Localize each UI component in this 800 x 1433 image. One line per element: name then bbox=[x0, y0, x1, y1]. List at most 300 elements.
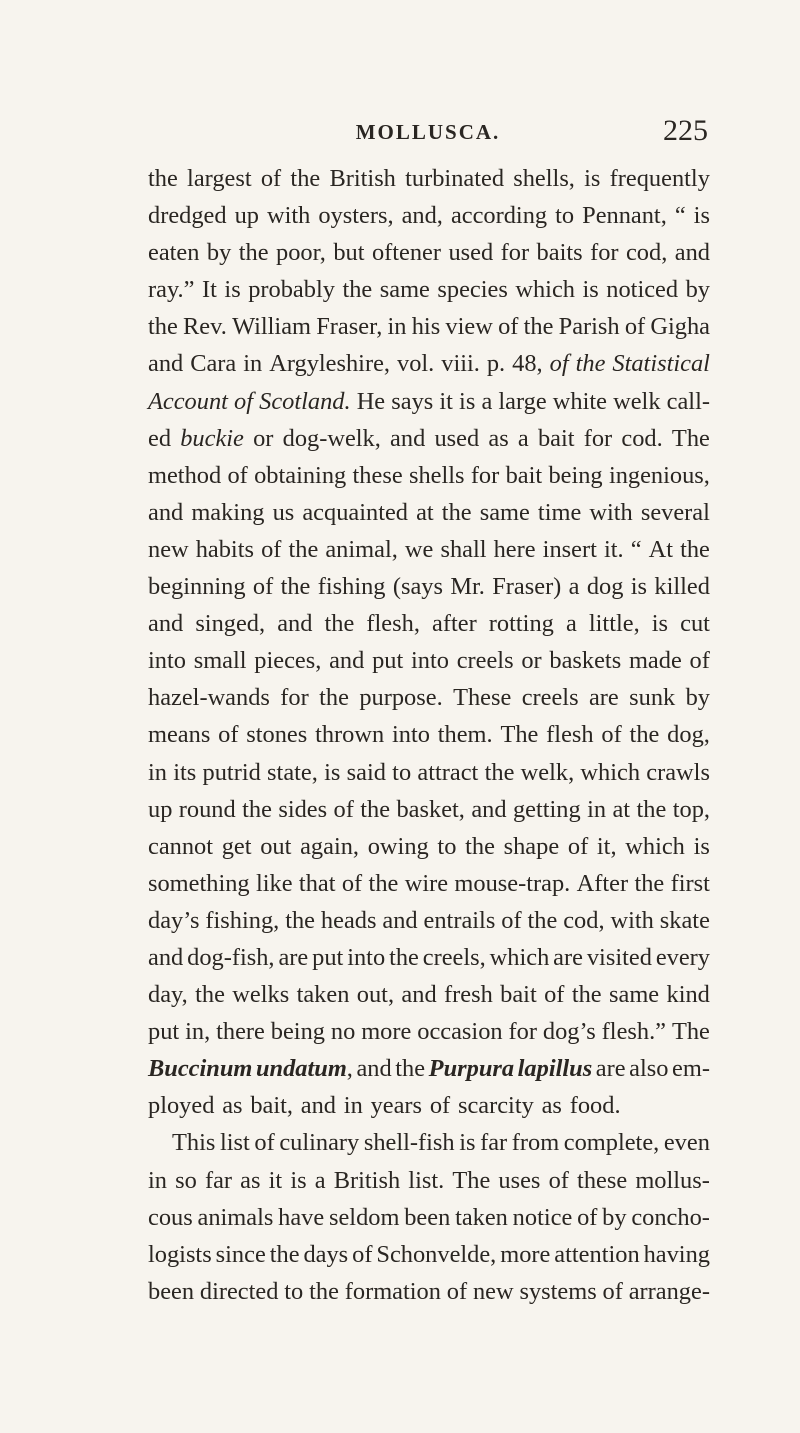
word: the bbox=[195, 981, 225, 1009]
word: in bbox=[243, 350, 263, 378]
text-line bbox=[148, 865, 710, 902]
word: dog bbox=[586, 573, 624, 601]
word: out, bbox=[356, 981, 395, 1009]
word: us bbox=[272, 498, 295, 526]
word: of bbox=[333, 795, 354, 823]
word: method bbox=[148, 461, 222, 489]
text-line bbox=[148, 679, 710, 716]
word: same bbox=[479, 498, 530, 526]
word: the bbox=[629, 721, 660, 749]
word: been bbox=[148, 1277, 195, 1305]
word: acquainted bbox=[302, 498, 408, 526]
word: the bbox=[148, 165, 178, 192]
word: the bbox=[269, 1240, 300, 1268]
word: mouse-trap. bbox=[454, 869, 571, 897]
word: since bbox=[215, 1240, 266, 1268]
word: here bbox=[493, 535, 536, 563]
word: the bbox=[484, 758, 515, 786]
word: creels bbox=[521, 684, 579, 712]
word: which bbox=[580, 758, 641, 786]
word: largest bbox=[187, 165, 252, 192]
word: the bbox=[368, 869, 399, 897]
word: list bbox=[219, 1129, 250, 1157]
word: logists bbox=[148, 1240, 212, 1268]
word: are bbox=[278, 943, 309, 971]
word: is bbox=[582, 276, 599, 304]
word: is bbox=[630, 573, 648, 601]
text-line bbox=[148, 828, 710, 865]
word: viii. bbox=[441, 350, 480, 378]
word: Gigha bbox=[650, 313, 710, 341]
word: as bbox=[488, 424, 509, 452]
text-line bbox=[148, 976, 710, 1013]
word: probably bbox=[248, 276, 335, 304]
word: These bbox=[453, 684, 512, 712]
word: obtaining bbox=[254, 461, 347, 489]
word: which bbox=[489, 943, 550, 971]
word: put bbox=[148, 1018, 180, 1046]
word: from bbox=[511, 1129, 560, 1157]
word: of bbox=[252, 573, 274, 601]
text-line bbox=[148, 568, 710, 605]
word: Account bbox=[148, 387, 228, 415]
word: the bbox=[571, 981, 602, 1009]
word: the bbox=[680, 535, 710, 563]
word: is bbox=[651, 610, 669, 638]
word: new bbox=[148, 535, 189, 563]
word: used bbox=[448, 239, 494, 267]
word: cut bbox=[680, 610, 710, 638]
word: and bbox=[300, 1092, 336, 1120]
word: is bbox=[693, 202, 710, 230]
word: entrails bbox=[423, 906, 496, 934]
word: Cara bbox=[190, 350, 237, 378]
word: the bbox=[309, 1277, 339, 1305]
word: heads bbox=[320, 906, 377, 934]
word: the bbox=[636, 795, 667, 823]
word: and bbox=[277, 610, 313, 638]
text-line bbox=[148, 642, 710, 679]
word: and bbox=[329, 647, 365, 675]
word: buckie bbox=[180, 424, 244, 452]
word: white bbox=[552, 387, 607, 415]
word: p. bbox=[486, 350, 506, 378]
word: systems bbox=[519, 1277, 597, 1305]
text-line bbox=[148, 197, 710, 234]
word: frequently bbox=[609, 165, 710, 192]
word: After bbox=[576, 869, 629, 897]
text-line bbox=[148, 1199, 710, 1236]
text-line bbox=[148, 271, 710, 308]
word: baskets bbox=[549, 647, 622, 675]
word: the bbox=[575, 350, 606, 378]
word: “ bbox=[674, 202, 686, 230]
word: of bbox=[446, 1277, 468, 1305]
word: it. bbox=[603, 535, 624, 563]
text-line bbox=[148, 939, 710, 976]
word: dredged bbox=[148, 202, 227, 230]
word: the bbox=[280, 573, 311, 601]
word: the bbox=[523, 313, 554, 341]
word: for bbox=[500, 239, 530, 267]
word: the bbox=[238, 239, 269, 267]
word: making bbox=[191, 498, 265, 526]
word: Schonvelde, bbox=[376, 1240, 497, 1268]
word: (says bbox=[392, 573, 443, 601]
word: ployed bbox=[148, 1092, 215, 1120]
word: at bbox=[612, 795, 631, 823]
word: visited bbox=[586, 943, 652, 971]
word: vol. bbox=[397, 350, 435, 378]
word: welks bbox=[232, 981, 290, 1009]
word: in bbox=[148, 758, 167, 786]
word: insert bbox=[542, 535, 597, 563]
word: is bbox=[584, 165, 601, 192]
word: are bbox=[553, 943, 583, 971]
text-line bbox=[148, 383, 710, 420]
word: have bbox=[278, 1203, 325, 1231]
word: The bbox=[671, 1018, 710, 1046]
word: ingenious, bbox=[608, 461, 710, 489]
word: with bbox=[610, 906, 654, 934]
word: and bbox=[148, 350, 184, 378]
word: are bbox=[595, 1055, 626, 1083]
text-line bbox=[148, 1087, 710, 1124]
word: cod. bbox=[621, 424, 663, 452]
word: put bbox=[312, 943, 344, 971]
word: days bbox=[303, 1240, 349, 1268]
word: taken bbox=[296, 981, 350, 1009]
word: fishing bbox=[317, 573, 386, 601]
word: it, bbox=[596, 832, 617, 860]
word: eaten bbox=[148, 239, 200, 267]
word: according bbox=[450, 202, 548, 230]
word: wire bbox=[404, 869, 449, 897]
text-line bbox=[148, 234, 710, 271]
word: at bbox=[416, 498, 434, 526]
word: food. bbox=[569, 1092, 621, 1120]
word: and bbox=[148, 943, 184, 971]
word: and bbox=[356, 1055, 392, 1083]
word: a bbox=[481, 387, 493, 415]
word: scarcity bbox=[457, 1092, 534, 1120]
word: of bbox=[602, 1277, 623, 1305]
word: welk bbox=[613, 387, 661, 415]
word: day, bbox=[148, 981, 188, 1009]
word: by bbox=[206, 239, 232, 267]
word: habits bbox=[195, 535, 254, 563]
word: so bbox=[175, 1166, 197, 1194]
word: baits bbox=[536, 239, 583, 267]
text-line bbox=[148, 345, 710, 382]
word: the bbox=[319, 684, 349, 712]
word: of bbox=[624, 313, 646, 341]
word: dog-welk, bbox=[282, 424, 381, 452]
word: shell-fish bbox=[363, 1129, 455, 1157]
word: of bbox=[261, 535, 282, 563]
word: years bbox=[370, 1092, 423, 1120]
word: or bbox=[253, 424, 274, 452]
word: At bbox=[648, 535, 673, 563]
word: bait bbox=[500, 981, 537, 1009]
word: bait, bbox=[250, 1092, 293, 1120]
word: again, bbox=[300, 832, 360, 860]
word: dog-fish, bbox=[187, 943, 275, 971]
word: of bbox=[501, 906, 522, 934]
word: for bbox=[583, 424, 613, 452]
word: something bbox=[148, 869, 250, 897]
word: animal, bbox=[325, 535, 398, 563]
word: in bbox=[587, 795, 607, 823]
word: the bbox=[634, 869, 665, 897]
word: William bbox=[232, 313, 312, 341]
word: of bbox=[567, 832, 589, 860]
word: day’s bbox=[148, 906, 200, 934]
word: em- bbox=[672, 1055, 710, 1083]
word: and bbox=[148, 610, 184, 638]
word: ray.” bbox=[148, 276, 195, 304]
word: a bbox=[568, 573, 580, 601]
word: the bbox=[342, 276, 373, 304]
word: the bbox=[527, 906, 558, 934]
text-line bbox=[148, 1050, 710, 1087]
word: Mr. bbox=[450, 573, 485, 601]
word: is bbox=[290, 1166, 307, 1194]
word: Buccinum bbox=[148, 1055, 253, 1083]
word: seldom bbox=[328, 1203, 400, 1231]
word: to bbox=[284, 1277, 304, 1305]
word: British bbox=[333, 1166, 401, 1194]
word: his bbox=[411, 313, 441, 341]
word: being bbox=[270, 1018, 325, 1046]
word: creels bbox=[456, 647, 514, 675]
word: shall bbox=[440, 535, 487, 563]
text-line bbox=[148, 420, 710, 457]
word: the bbox=[242, 795, 272, 823]
word: which bbox=[515, 276, 575, 304]
word: beginning bbox=[148, 573, 246, 601]
word: means bbox=[148, 721, 211, 749]
word: mollus- bbox=[635, 1166, 710, 1194]
word: after bbox=[432, 610, 477, 638]
word: are bbox=[588, 684, 619, 712]
word: shells bbox=[408, 461, 465, 489]
word: rotting bbox=[488, 610, 554, 638]
word: hazel-wands bbox=[148, 684, 270, 712]
text-line bbox=[148, 605, 710, 642]
word: into bbox=[410, 647, 449, 675]
word: as bbox=[222, 1092, 243, 1120]
word: He bbox=[356, 387, 386, 415]
word: It bbox=[202, 276, 217, 304]
word: these bbox=[577, 1166, 628, 1194]
word: even bbox=[663, 1129, 710, 1157]
word: is bbox=[459, 1129, 476, 1157]
word: or bbox=[521, 647, 542, 675]
page-header bbox=[148, 114, 708, 156]
word: Scotland. bbox=[259, 387, 351, 415]
text-line bbox=[148, 1162, 710, 1199]
word: crawls bbox=[646, 758, 710, 786]
word: out bbox=[260, 832, 292, 860]
word: fresh bbox=[444, 981, 493, 1009]
word: said bbox=[346, 758, 386, 786]
word: in, bbox=[185, 1018, 211, 1046]
word: Rev. bbox=[183, 313, 227, 341]
word: formation bbox=[344, 1277, 441, 1305]
word: of bbox=[429, 1092, 451, 1120]
word: fishing, bbox=[205, 906, 280, 934]
word: notice bbox=[512, 1203, 573, 1231]
word: pieces, bbox=[254, 647, 322, 675]
text-line bbox=[148, 754, 710, 791]
word: into bbox=[347, 943, 386, 971]
word: having bbox=[643, 1240, 710, 1268]
word: of bbox=[260, 165, 282, 192]
word: far bbox=[480, 1129, 508, 1157]
word: cod, bbox=[563, 906, 605, 934]
word: several bbox=[640, 498, 710, 526]
word: welk, bbox=[520, 758, 575, 786]
word: of bbox=[498, 313, 519, 341]
word: to bbox=[392, 758, 412, 786]
word: being bbox=[548, 461, 603, 489]
word: by bbox=[685, 684, 710, 712]
word: taken bbox=[455, 1203, 508, 1231]
word: Pennant, bbox=[582, 202, 667, 230]
word: poor, bbox=[276, 239, 326, 267]
word: that bbox=[298, 869, 336, 897]
word: animals bbox=[197, 1203, 274, 1231]
word: and, bbox=[401, 202, 443, 230]
word: and bbox=[674, 239, 710, 267]
word: attract bbox=[417, 758, 479, 786]
word: turbinated bbox=[405, 165, 505, 192]
word: for bbox=[590, 239, 619, 267]
word: as bbox=[240, 1166, 261, 1194]
word: as bbox=[541, 1092, 562, 1120]
word: top, bbox=[672, 795, 710, 823]
text-line bbox=[148, 308, 710, 345]
word: culinary bbox=[279, 1129, 360, 1157]
word: more bbox=[500, 1240, 551, 1268]
body-text bbox=[148, 160, 710, 1310]
word: first bbox=[670, 869, 710, 897]
word: cod, bbox=[625, 239, 668, 267]
word: large bbox=[498, 387, 547, 415]
word: and bbox=[390, 424, 426, 452]
word: of bbox=[218, 721, 239, 749]
word: a bbox=[565, 610, 577, 638]
word: been bbox=[404, 1203, 451, 1231]
word: of bbox=[601, 721, 622, 749]
word: used bbox=[434, 424, 480, 452]
word: noticed bbox=[606, 276, 679, 304]
word: Parish bbox=[558, 313, 620, 341]
word: This bbox=[172, 1129, 216, 1157]
word: singed, bbox=[195, 610, 266, 638]
text-line bbox=[148, 902, 710, 939]
word: sides bbox=[278, 795, 328, 823]
running-head: MOLLUSCA. bbox=[355, 120, 501, 144]
word: getting bbox=[512, 795, 581, 823]
word: of bbox=[549, 350, 569, 378]
word: cous bbox=[148, 1203, 193, 1231]
word: is bbox=[324, 758, 341, 786]
word: lapillus bbox=[517, 1055, 593, 1083]
text-line bbox=[148, 716, 710, 753]
word: like bbox=[255, 869, 293, 897]
word: and bbox=[471, 795, 507, 823]
word: the bbox=[441, 498, 472, 526]
word: view bbox=[445, 313, 493, 341]
word: list. bbox=[408, 1166, 445, 1194]
text-line bbox=[148, 160, 710, 197]
text-line bbox=[148, 791, 710, 828]
word: and bbox=[401, 981, 437, 1009]
word: the bbox=[148, 313, 178, 341]
word: says bbox=[391, 387, 434, 415]
word: for bbox=[280, 684, 309, 712]
text-line bbox=[148, 494, 710, 531]
word: far bbox=[204, 1166, 233, 1194]
word: oftener bbox=[371, 239, 442, 267]
word: the bbox=[290, 165, 321, 192]
word: The bbox=[500, 721, 539, 749]
word: of bbox=[689, 647, 710, 675]
word: but bbox=[333, 239, 365, 267]
word: ed bbox=[148, 424, 172, 452]
word: “ bbox=[630, 535, 642, 563]
word: round bbox=[178, 795, 236, 823]
word: also bbox=[629, 1055, 669, 1083]
word: into bbox=[391, 721, 430, 749]
word: in bbox=[343, 1092, 363, 1120]
word: 48, bbox=[512, 350, 543, 378]
word: flesh, bbox=[366, 610, 420, 638]
word: Purpura bbox=[428, 1055, 515, 1083]
word: the bbox=[285, 906, 315, 934]
word: the bbox=[288, 535, 319, 563]
word: stones bbox=[246, 721, 308, 749]
word: of bbox=[352, 1240, 373, 1268]
word: the bbox=[395, 1055, 426, 1083]
word: the bbox=[324, 610, 355, 638]
word: these bbox=[352, 461, 403, 489]
word: dog, bbox=[667, 721, 710, 749]
word: it bbox=[439, 387, 453, 415]
word: Statistical bbox=[612, 350, 710, 378]
word: purpose. bbox=[359, 684, 443, 712]
word: cannot bbox=[148, 832, 214, 860]
word: kind bbox=[666, 981, 710, 1009]
word: complete, bbox=[563, 1129, 660, 1157]
word: undatum, bbox=[255, 1055, 353, 1083]
word: is bbox=[459, 387, 476, 415]
word: the bbox=[360, 795, 391, 823]
word: with bbox=[589, 498, 633, 526]
word: shape bbox=[503, 832, 560, 860]
word: small bbox=[193, 647, 247, 675]
word: it bbox=[268, 1166, 283, 1194]
word: we bbox=[404, 535, 434, 563]
word: into bbox=[148, 647, 186, 675]
word: made bbox=[628, 647, 682, 675]
word: of bbox=[577, 1203, 598, 1231]
word: skate bbox=[659, 906, 710, 934]
word: is bbox=[224, 276, 241, 304]
word: bait bbox=[505, 461, 543, 489]
